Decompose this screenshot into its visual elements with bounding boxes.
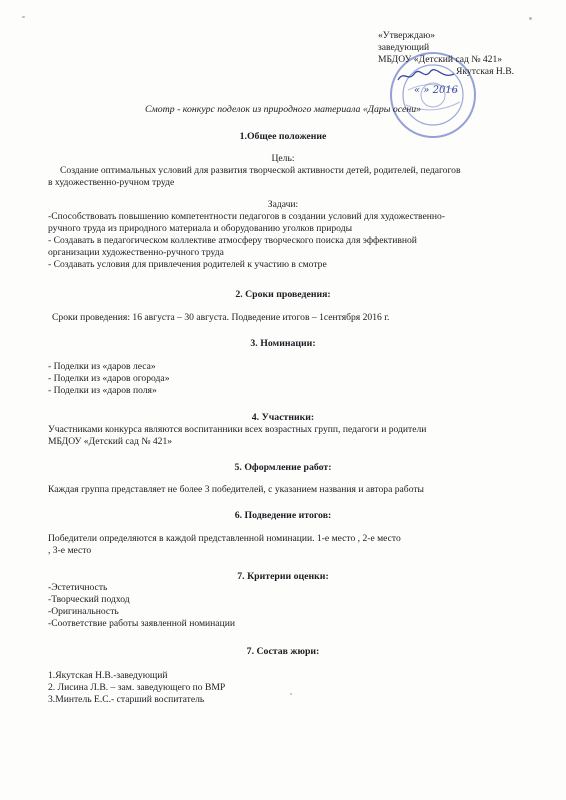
jury-member: 1.Якутская Н.В.-заведующий	[48, 670, 168, 681]
criteria-item: -Творческий подход	[48, 594, 130, 605]
section-5-heading: 5. Оформление работ:	[234, 462, 332, 473]
participants-line-1: Участниками конкурса являются воспитанники всех возрастных групп, педагоги и родители	[48, 424, 427, 435]
paper-speck	[22, 16, 25, 18]
criteria-item: -Эстетичность	[48, 582, 108, 593]
approval-line-3: МБДОУ «Детский сад № 421»	[378, 54, 503, 65]
approval-line-2: заведующий	[378, 42, 430, 53]
paper-speck	[529, 17, 532, 20]
paper-speck	[290, 693, 292, 695]
section-2-heading: 2. Сроки проведения:	[235, 289, 331, 300]
tasks-label: Задачи:	[267, 199, 299, 210]
task-line: - Создавать условия для привлечения родителей к участию в смотре	[48, 259, 327, 270]
goal-label: Цель:	[271, 153, 295, 164]
section-3-heading: 3. Номинации:	[250, 338, 316, 349]
dates-text: Сроки проведения: 16 августа – 30 августа. Подведение итогов – 1сентября 2016 г.	[52, 312, 390, 323]
results-line-1: Победители определяются в каждой представленной номинации. 1-е место , 2-е место	[48, 533, 401, 544]
nomination-item: - Поделки из «даров огорода»	[48, 373, 170, 384]
task-line: ручного труда из природного материала и оборудованию уголков природы	[48, 223, 353, 234]
approval-line-1: «Утверждаю»	[378, 30, 436, 41]
handwritten-date: « » 2016	[414, 85, 459, 96]
jury-member: 3.Минтель Е.С.- старший воспитатель	[48, 694, 205, 705]
jury-member: 2. Лисина Л.В. – зам. заведующего по ВМР	[48, 682, 226, 693]
section-1-heading: 1.Общее положение	[239, 131, 327, 142]
task-line: - Создавать в педагогическом коллективе атмосферу творческого поиска для эффективной	[48, 235, 417, 246]
approval-line-4: Якутская Н.В.	[456, 66, 514, 77]
task-line: -Способствовать повышению компетентности педагогов в создании условий для художественно-	[48, 211, 446, 222]
criteria-item: -Соответствие работы заявленной номинации	[48, 618, 235, 629]
nomination-item: - Поделки из «даров леса»	[48, 361, 156, 372]
handwritten-signature	[396, 68, 456, 84]
nomination-item: - Поделки из «даров поля»	[48, 385, 157, 396]
section-4-heading: 4. Участники:	[251, 412, 315, 423]
registration-text: Каждая группа представляет не более 3 победителей, с указанием названия и автора работы	[48, 484, 424, 495]
results-line-2: , 3-е место	[48, 545, 92, 556]
jury-heading: 7. Состав жюри:	[246, 646, 320, 657]
participants-line-2: МБДОУ «Детский сад № 421»	[48, 436, 173, 447]
section-6-heading: 6. Подведение итогов:	[234, 510, 332, 521]
criteria-item: -Оригинальность	[48, 606, 119, 617]
document-title: Смотр - конкурс поделок из природного материала «Дары осени»	[144, 104, 421, 115]
goal-line-2: в художественно-ручном труде	[48, 177, 175, 188]
goal-line-1: Создание оптимальных условий для развития творческой активности детей, родителей, педагогов	[60, 165, 461, 176]
section-7-heading: 7. Критерии оценки:	[237, 571, 329, 582]
task-line: организации художественно-ручного труда	[48, 247, 224, 258]
